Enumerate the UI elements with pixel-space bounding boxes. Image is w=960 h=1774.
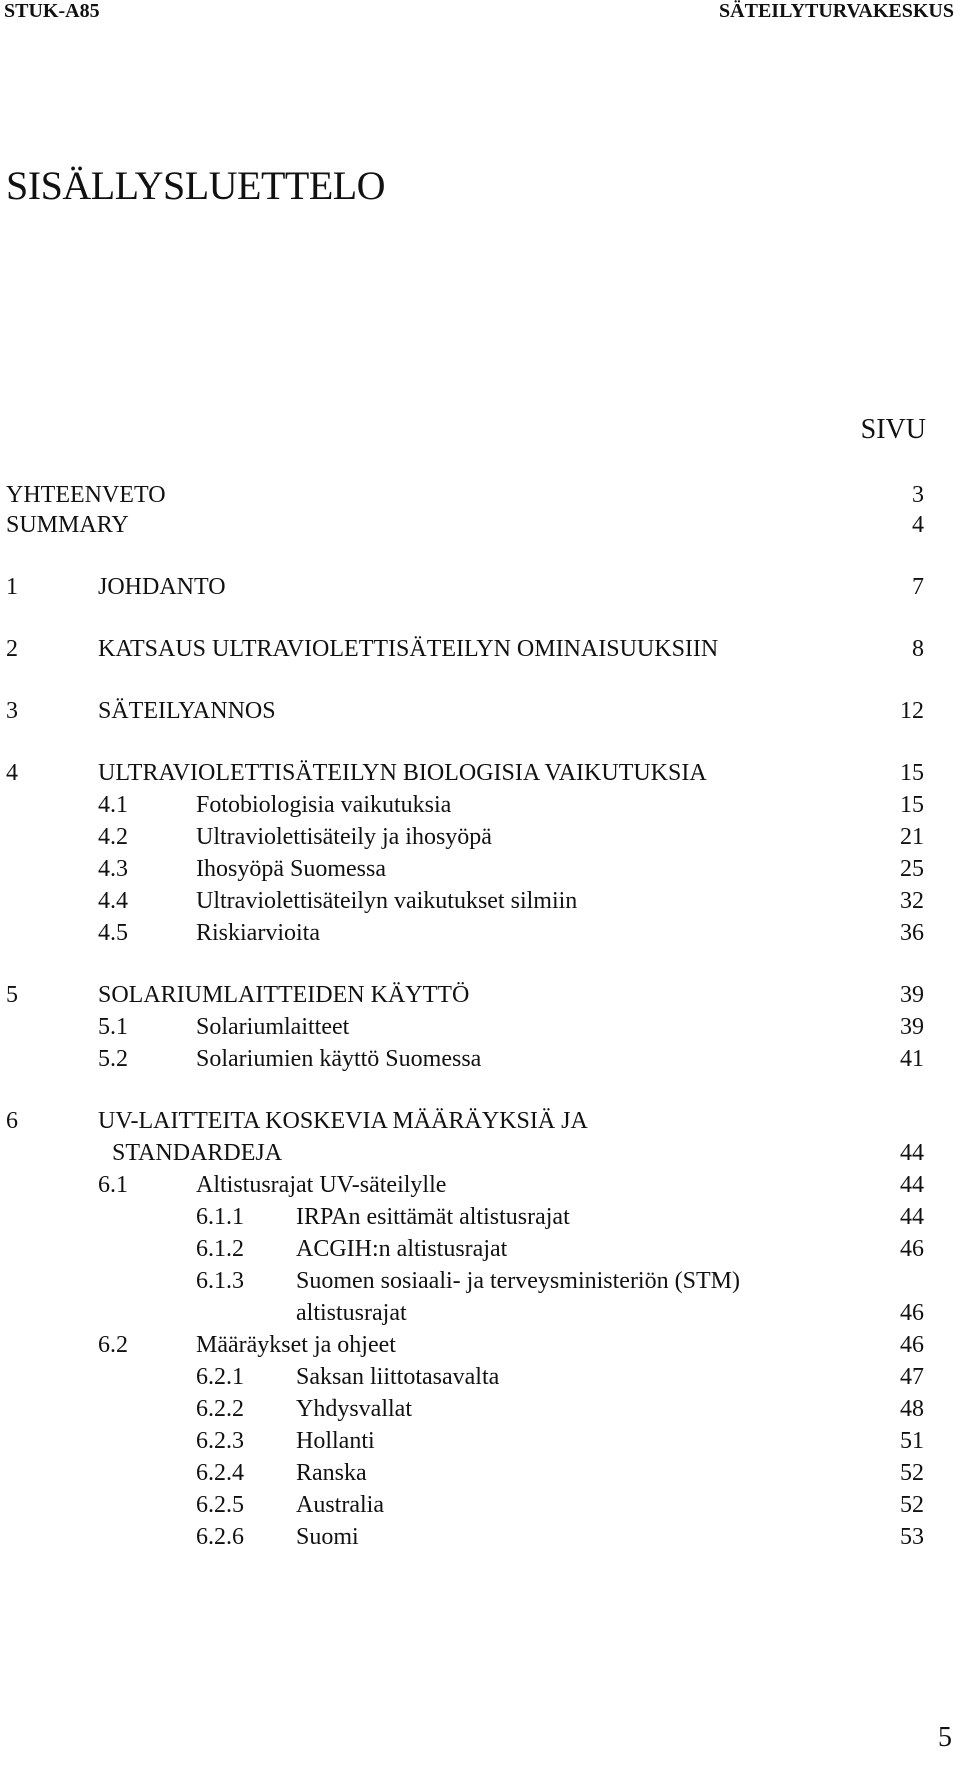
toc-title: ULTRAVIOLETTISÄTEILYN BIOLOGISIA VAIKUTUKSIA: [98, 760, 707, 786]
toc-title: altistusrajat: [296, 1300, 407, 1326]
toc-entry: [0, 698, 960, 730]
toc-number: 2: [6, 636, 18, 662]
page-column-heading: SIVU: [860, 414, 926, 445]
toc-page: 52: [900, 1460, 924, 1486]
toc-entry: [0, 1268, 960, 1300]
toc-entry: [0, 856, 960, 888]
toc-page: 44: [900, 1172, 924, 1198]
toc-number: 4.4: [98, 888, 128, 914]
toc-entry: [0, 760, 960, 792]
toc-page: 15: [900, 760, 924, 786]
toc-number: 6.2.6: [196, 1524, 244, 1550]
toc-page: 32: [900, 888, 924, 914]
toc-entry: [0, 1428, 960, 1460]
toc-entry: [0, 920, 960, 952]
toc-number: 4.3: [98, 856, 128, 882]
toc-page: 51: [900, 1428, 924, 1454]
toc-title: STANDARDEJA: [112, 1140, 283, 1166]
toc-number: 4: [6, 760, 18, 786]
toc-page: 48: [900, 1396, 924, 1422]
toc-title: Fotobiologisia vaikutuksia: [196, 792, 452, 818]
running-header-left: STUK-A85: [4, 0, 100, 22]
toc-entry: [0, 1108, 960, 1140]
toc-number: 5.1: [98, 1014, 128, 1040]
toc-entry: [0, 982, 960, 1014]
toc-entry: [0, 574, 960, 606]
page-number: 5: [938, 1722, 952, 1753]
toc-page: 39: [900, 1014, 924, 1040]
toc-number: 6.1.1: [196, 1204, 244, 1230]
toc-page: 36: [900, 920, 924, 946]
toc-number: 3: [6, 698, 18, 724]
toc-title: SOLARIUMLAITTEIDEN KÄYTTÖ: [98, 982, 470, 1008]
toc-title: SUMMARY: [6, 512, 129, 538]
toc-entry: [0, 792, 960, 824]
toc-entry: [0, 1332, 960, 1364]
toc-page: 52: [900, 1492, 924, 1518]
toc-entry: [0, 636, 960, 668]
toc-number: 6.2.5: [196, 1492, 244, 1518]
toc-title: Ihosyöpä Suomessa: [196, 856, 386, 882]
toc-title: Ultraviolettisäteilyn vaikutukset silmiin: [196, 888, 578, 914]
toc-entry: [0, 1236, 960, 1268]
toc-number: 6.1: [98, 1172, 128, 1198]
toc-page: 41: [900, 1046, 924, 1072]
toc-title: Ranska: [296, 1460, 367, 1486]
toc-entry: [0, 512, 960, 544]
toc-number: 4.1: [98, 792, 128, 818]
toc-title: Suomen sosiaali- ja terveysministeriön (STM): [296, 1268, 740, 1294]
toc-page: 44: [900, 1140, 924, 1166]
toc-title: Altistusrajat UV-säteilylle: [196, 1172, 447, 1198]
toc-number: 6.2.2: [196, 1396, 244, 1422]
toc-page: 21: [900, 824, 924, 850]
toc-page: 3: [912, 482, 924, 508]
toc-title: ACGIH:n altistusrajat: [296, 1236, 508, 1262]
toc-entry: [0, 1364, 960, 1396]
toc-entry: [0, 1460, 960, 1492]
toc-title: Hollanti: [296, 1428, 375, 1454]
toc-number: 1: [6, 574, 18, 600]
toc-title: Saksan liittotasavalta: [296, 1364, 500, 1390]
toc-entry: [0, 1014, 960, 1046]
toc-number: 6.1.3: [196, 1268, 244, 1294]
toc-title: IRPAn esittämät altistusrajat: [296, 1204, 570, 1230]
toc-title: JOHDANTO: [98, 574, 226, 600]
toc-page: 25: [900, 856, 924, 882]
toc-entry: [0, 1172, 960, 1204]
toc-title: UV-LAITTEITA KOSKEVIA MÄÄRÄYKSIÄ JA: [98, 1108, 588, 1134]
toc-number: 6.1.2: [196, 1236, 244, 1262]
toc-number: 6.2.1: [196, 1364, 244, 1390]
toc-number: 4.2: [98, 824, 128, 850]
toc-entry: [0, 1492, 960, 1524]
toc-page: 7: [912, 574, 924, 600]
toc-page: 46: [900, 1300, 924, 1326]
toc-title: KATSAUS ULTRAVIOLETTISÄTEILYN OMINAISUUKSIIN: [98, 636, 719, 662]
toc-entry: [0, 1300, 960, 1332]
toc-entry: [0, 1396, 960, 1428]
toc-page: 46: [900, 1236, 924, 1262]
toc-number: 5: [6, 982, 18, 1008]
toc-number: 6.2: [98, 1332, 128, 1358]
toc-entry: [0, 888, 960, 920]
toc-title: Yhdysvallat: [296, 1396, 412, 1422]
toc-page: 8: [912, 636, 924, 662]
toc-number: 4.5: [98, 920, 128, 946]
toc-entry: [0, 1140, 960, 1172]
toc-entry: [0, 1046, 960, 1078]
toc-page: 47: [900, 1364, 924, 1390]
toc-title: Australia: [296, 1492, 384, 1518]
toc-page: 44: [900, 1204, 924, 1230]
toc-entry: [0, 1204, 960, 1236]
toc-title: Riskiarvioita: [196, 920, 320, 946]
toc-number: 6.2.4: [196, 1460, 244, 1486]
toc-number: 6: [6, 1108, 18, 1134]
toc-title: YHTEENVETO: [6, 482, 166, 508]
toc-entry: [0, 1524, 960, 1556]
toc-entry: [0, 824, 960, 856]
toc-title: Solariumien käyttö Suomessa: [196, 1046, 482, 1072]
running-header-right: SÄTEILYTURVAKESKUS: [719, 0, 954, 22]
toc-title: Suomi: [296, 1524, 359, 1550]
toc-number: 5.2: [98, 1046, 128, 1072]
toc-page: 4: [912, 512, 924, 538]
toc-title: Määräykset ja ohjeet: [196, 1332, 396, 1358]
page-title: SISÄLLYSLUETTELO: [6, 163, 386, 208]
toc-page: 53: [900, 1524, 924, 1550]
toc-page: 39: [900, 982, 924, 1008]
toc-page: 12: [900, 698, 924, 724]
toc-page: 46: [900, 1332, 924, 1358]
toc-page: 15: [900, 792, 924, 818]
toc-title: SÄTEILYANNOS: [98, 698, 276, 724]
toc-title: Solariumlaitteet: [196, 1014, 350, 1040]
toc-title: Ultraviolettisäteily ja ihosyöpä: [196, 824, 492, 850]
toc-number: 6.2.3: [196, 1428, 244, 1454]
toc-entry: [0, 482, 960, 514]
